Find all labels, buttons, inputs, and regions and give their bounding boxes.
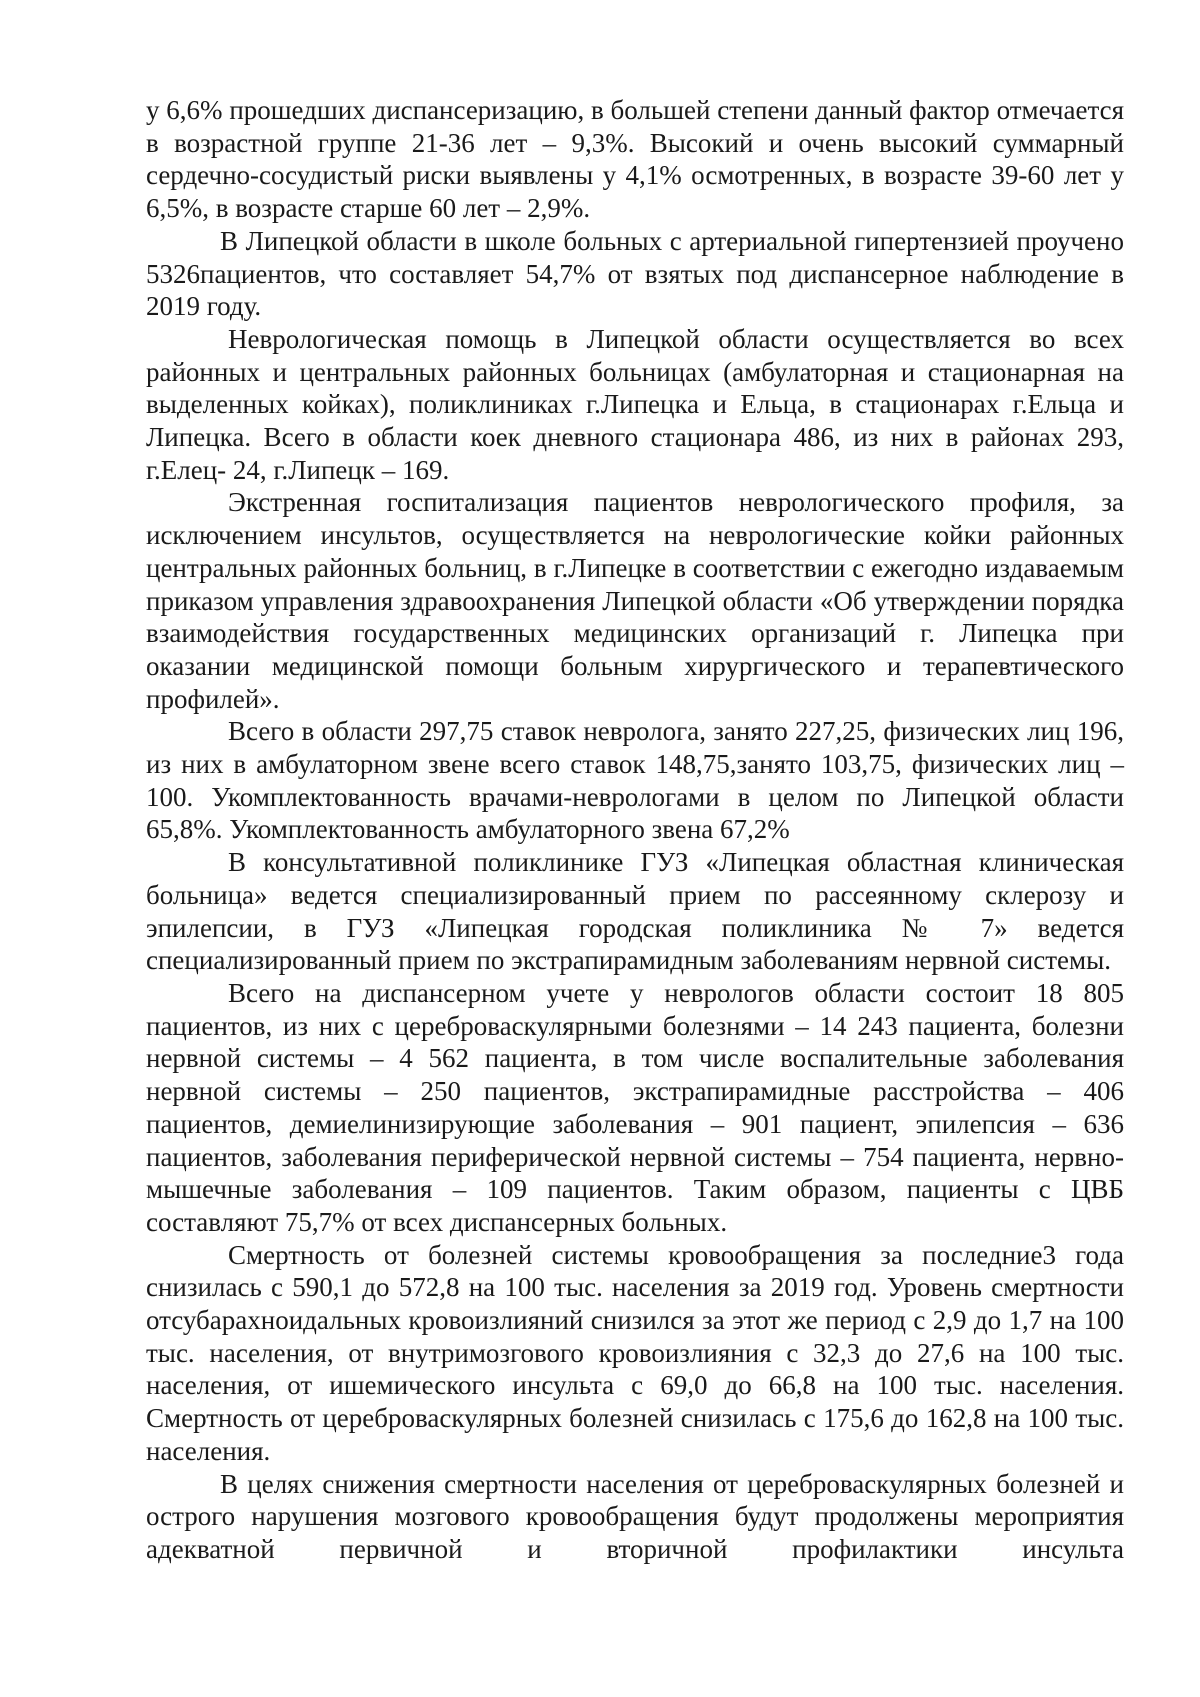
paragraph-staffing: Всего в области 297,75 ставок невролога, занято 227,25, физических лиц 196, из них в амбулаторном звене всего ставок 148,75,занято 103,75, физических лиц – 100. Укомплектованность врачами-неврологами в целом по Липецкой области 65,8%. Укомплектованность амбулаторного звена 67,2% bbox=[146, 716, 1124, 845]
paragraph-risk-factors: у 6,6% прошедших диспансеризацию, в большей степени данный фактор отмечается в возрастной группе 21-36 лет – 9,3%. Высокий и очень высокий суммарный сердечно-сосудистый риски выявлены у 4,1% осмотренных, в возрасте 39-60 лет у 6,5%, в возрасте старше 60 лет – 2,9%. bbox=[146, 95, 1124, 224]
paragraph-hypertension-school: В Липецкой области в школе больных с артериальной гипертензией проучено 5326пациентов, что составляет 54,7% от взятых под диспансерное наблюдение в 2019 году. bbox=[146, 225, 1124, 322]
document-page bbox=[146, 94, 1124, 1566]
paragraph-dispensary-registry: Всего на диспансерном учете у неврологов области состоит 18 805 пациентов, из них с цереброваскулярными болезнями – 14 243 пациента, болезни нервной системы – 4 562 пациента, в том числе воспалительные заболевания нервной системы – 250 пациентов, экстрапирамидные расстройства – 406 пациентов, демиелинизирующие заболевания – 901 пациент, эпилепсия – 636 пациентов, заболевания периферической нервной системы – 754 пациента, нервно-мышечные заболевания – 109 пациентов. Таким образом, пациенты с ЦВБ составляют 75,7% от всех диспансерных больных. bbox=[146, 977, 1124, 1237]
paragraph-prevention: В целях снижения смертности населения от цереброваскулярных болезней и острого нарушения мозгового кровообращения будут продолжены мероприятия адекватной первичной и вторичной профилактики инсульта bbox=[146, 1468, 1124, 1564]
paragraph-neurological-care: Неврологическая помощь в Липецкой области осуществляется во всех районных и центральных районных больницах (амбулаторная и стационарная на выделенных койках), поликлиниках г.Липецка и Ельца, в стационарах г.Ельца и Липецка. Всего в области коек дневного стационара 486, из них в районах 293, г.Елец- 24, г.Липецк – 169. bbox=[146, 323, 1124, 485]
paragraph-mortality: Смертность от болезней системы кровообращения за последние3 года снизилась с 590,1 до 572,8 на 100 тыс. населения за 2019 год. Уровень смертности отсубарахноидальных кровоизлияний снизился за этот же период с 2,9 до 1,7 на 100 тыс. населения, от внутримозгового кровоизлияния с 32,3 до 27,6 на 100 тыс. населения, от ишемического инсульта с 69,0 до 66,8 на 100 тыс. населения. Смертность от цереброваскулярных болезней снизилась с 175,6 до 162,8 на 100 тыс. населения. bbox=[146, 1239, 1124, 1466]
paragraph-consultative-clinic: В консультативной поликлинике ГУЗ «Липецкая областная клиническая больница» ведется специализированный прием по рассеянному склерозу и эпилепсии, в ГУЗ «Липецкая городская поликлиника № 7» ведется специализированный прием по экстрапирамидным заболеваниям нервной системы. bbox=[146, 847, 1124, 976]
paragraph-emergency-hospitalization: Экстренная госпитализация пациентов неврологического профиля, за исключением инсультов, осуществляется на неврологические койки районных центральных районных больниц, в г.Липецке в соответствии с ежегодно издаваемым приказом управления здравоохранения Липецкой области «Об утверждении порядка взаимодействия государственных медицинских организаций г. Липецка при оказании медицинской помощи больным хирургического и терапевтического профилей». bbox=[146, 487, 1124, 714]
